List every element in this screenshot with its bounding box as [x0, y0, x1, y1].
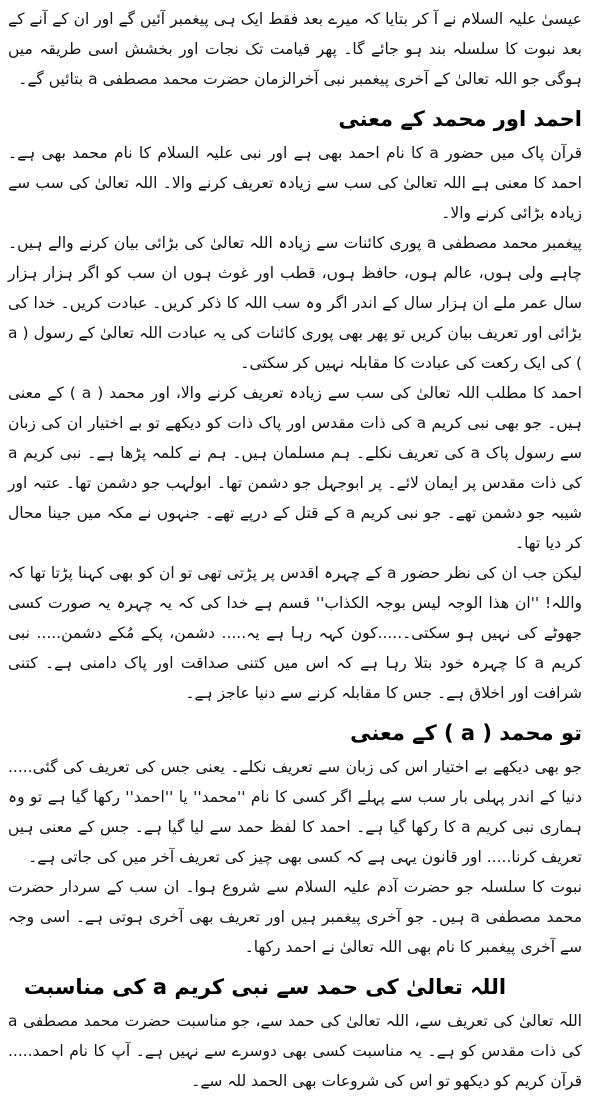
body-paragraph: پیغمبر محمد مصطفی a پوری کائنات سے زیادہ اللہ تعالیٰ کی بڑائی بیان کرنے والے ہیں۔ چاہے ولی ہوں، عالم ہوں، حافظ ہوں، قطب اور غوث ہوں ان سب کو اگر ہزار ہزار سال عمر ملے ان ہزار سال کے اندر اگر وہ سب اللہ کا ذکر کریں۔ عبادت کریں۔ خدا کی بڑائی اور تعریف بیان کریں تو پھر بھی پوری کائنات کی یہ عبادت اللہ تعالیٰ کے رسول ( a ) کی ایک رکعت کی عبادت کا مقابلہ نہیں کر سکتی۔ [8, 234, 582, 372]
intro-paragraph: عیسیٰ علیہ السلام نے آ کر بتایا کہ میرے بعد فقط ایک ہی پیغمبر آئیں گے اور ان کے آنے کے بعد نبوت کا سلسلہ بند ہو جائے گا۔ پھر قیامت تک نجات اور بخشش اسی طریقہ میں ہوگی جو اللہ تعالیٰ کے آخری پیغمبر نبی آخرالزمان حضرت محمد مصطفی a بتائیں گے۔ [8, 10, 582, 88]
body-paragraph: جو بھی دیکھے بے اختیار اس کی زبان سے تعریف نکلے۔ یعنی جس کی تعریف کی گئی..... دنیا کے اندر پہلی بار سب سے پہلے اگر کسی کا نام ''محمد'' یا ''احمد'' رکھا گیا ہے تو وہ ہماری نبی کریم a کا رکھا گیا ہے۔ احمد کا لفظ حمد سے لیا گیا ہے۔ جس کے معنی ہیں تعریف کرنا..... اور قانون یہی ہے کہ کسی بھی چیز کی تعریف آخر میں کی جاتی ہے۔ [8, 758, 583, 866]
body-paragraph: قرآن پاک میں حضور a کا نام احمد بھی ہے اور نبی علیہ السلام کا نام محمد بھی ہے۔ احمد کا معنی ہے اللہ تعالیٰ کی سب سے زیادہ تعریف کرنے والا۔ اللہ تعالیٰ کی سب سے زیادہ بڑائی کرنے والا۔ [8, 144, 583, 222]
section-heading-ahmad-muhammad-meaning: احمد اور محمد کے معنی [338, 107, 582, 131]
body-paragraph: احمد کا مطلب اللہ تعالیٰ کی سب سے زیادہ تعریف کرنے والا، اور محمد ( a ) کے معنی ہیں۔ جو بھی نبی کریم a کی ذات مقدس اور پاک ذات کو دیکھے تو بے اختیار ان کی زبان سے رسول پاک a کی تعریف نکلے۔ ہم مسلمان ہیں۔ ہم نے کلمہ پڑھا ہے۔ نبی کریم a کی ذات مقدس پر ایمان لائے۔ پر ابوجہل جو دشمن تھا۔ ابولہب جو دشمن تھا۔ عتبہ اور شیبہ جو دشمن تھے۔ جو نبی کریم a کے قتل کے درپے تھے۔ جنہوں نے مکہ میں جینا محال کر دیا تھا۔ [8, 384, 583, 552]
section-heading-hamd-relation: اللہ تعالیٰ کی حمد سے نبی کریم a کی مناسبت [23, 975, 507, 999]
body-paragraph: لیکن جب ان کی نظر حضور a کے چہرہ اقدس پر پڑتی تھی تو ان کو بھی کہنا پڑتا تھا کہ واللہ! ''ان ھذا الوجہ لیس بوجہ الکذاب'' قسم ہے خدا کی کہ یہ چہرہ یہ صورت کسی جھوٹے کی نہیں ہو سکتی۔.....کون کہہ رہا ہے یہ..... دشمن، پکے مُکے دشمن..... نبی کریم a کا چہرہ خود بتلا رہا ہے کہ اس میں کتنی صداقت اور پاک دامنی ہے۔ کتنی شرافت اور اخلاق ہے۔ جس کا مقابلہ کرنے سے دنیا عاجز ہے۔ [8, 564, 582, 702]
body-paragraph: اللہ تعالیٰ کی تعریف سے، اللہ تعالیٰ کی حمد سے، جو مناسبت حضرت محمد مصطفی a کی ذات مقدس کو ہے۔ یہ مناسبت کسی بھی دوسرے سے نہیں ہے۔ آپ کا نام احمد..... قرآن کریم کو دیکھو تو اس کی شروعات بھی الحمد للہ سے۔ [8, 1012, 582, 1090]
section-heading-muhammad-meaning: تو محمد ( a ) کے معنی [350, 721, 582, 745]
body-paragraph: نبوت کا سلسلہ جو حضرت آدم علیہ السلام سے شروع ہوا۔ ان سب کے سردار حضرت محمد مصطفی a ہیں۔ جو آخری پیغمبر ہیں اور تعریف بھی آخری ہوتی ہے۔ اسی وجہ سے آخری پیغمبر کا نام بھی اللہ تعالیٰ نے احمد رکھا۔ [8, 878, 582, 956]
